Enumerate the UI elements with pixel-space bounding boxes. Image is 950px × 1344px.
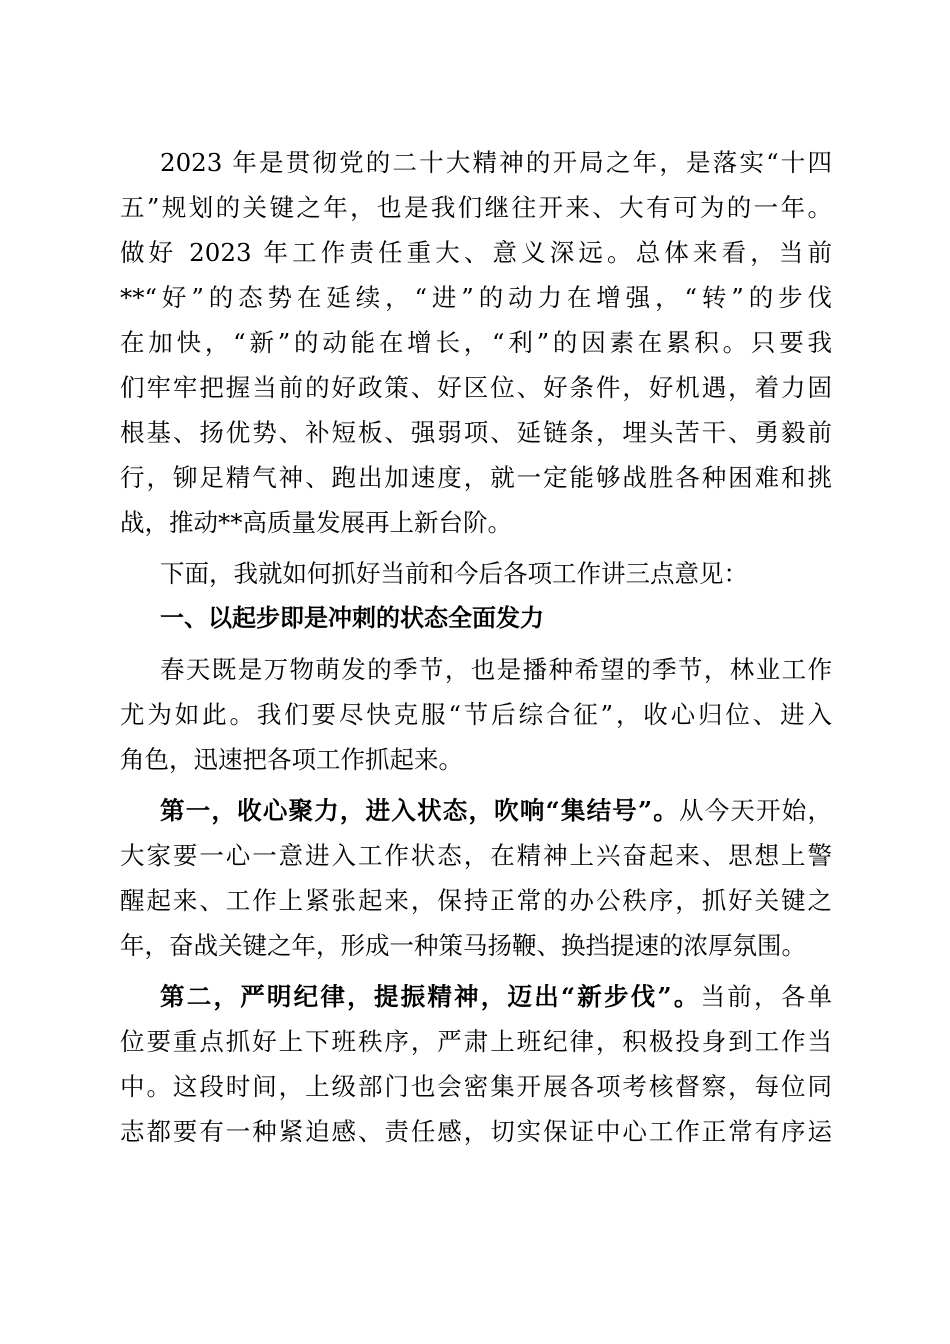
text-line: 醒起来、工作上紧张起来，保持正常的办公秩序，抓好关键之: [120, 886, 832, 915]
text-line: 下面，我就如何抓好当前和今后各项工作讲三点意见：: [160, 559, 748, 588]
text-fragment: 从今天开始，: [678, 796, 832, 825]
text-line: 春天既是万物萌发的季节，也是播种希望的季节，林业工作: [160, 655, 832, 684]
text-line: [120, 974, 832, 1019]
text-line: 们牢牢把握当前的好政策、好区位、好条件，好机遇，着力固: [120, 373, 832, 402]
paragraph-intro: [120, 140, 832, 545]
paragraph-spring: [120, 647, 832, 782]
section-heading: [120, 596, 832, 641]
point-lead: 第二，严明纪律，提振精神，迈出“新步伐”。: [160, 982, 701, 1011]
text-fragment: 当前，各单: [700, 982, 832, 1011]
text-line: 根基、扬优势、补短板、强弱项、延链条，埋头苦干、勇毅前: [120, 418, 832, 447]
point-lead: 第一，收心聚力，进入状态，吹响“集结号”。: [160, 796, 679, 825]
text-line: 尤为如此。我们要尽快克服“节后综合征”，收心归位、进入: [120, 700, 832, 729]
document-body: [120, 140, 832, 1154]
paragraph-point-one: [120, 788, 832, 968]
text-line: **“好”的态势在延续，“进”的动力在增强，“转”的步伐: [120, 283, 832, 312]
text-line: 战，推动**高质量发展再上新台阶。: [120, 508, 512, 537]
text-line: 在加快，“新”的动能在增长，“利”的因素在累积。只要我: [120, 328, 832, 357]
paragraph-transition: [120, 551, 832, 596]
text-line: 五”规划的关键之年，也是我们继往开来、大有可为的一年。: [120, 193, 832, 222]
text-line: [120, 788, 832, 833]
paragraph-point-two: [120, 974, 832, 1154]
text-line: 大家要一心一意进入工作状态，在精神上兴奋起来、思想上警: [120, 841, 832, 870]
text-line: 行，铆足精气神、跑出加速度，就一定能够战胜各种困难和挑: [120, 463, 832, 492]
text-line: 角色，迅速把各项工作抓起来。: [120, 745, 463, 774]
text-line: 做好 2023 年工作责任重大、意义深远。总体来看，当前: [120, 238, 832, 267]
text-line: 年，奋战关键之年，形成一种策马扬鞭、换挡提速的浓厚氛围。: [120, 931, 806, 960]
text-line: 位要重点抓好上下班秩序，严肃上班纪律，积极投身到工作当: [120, 1027, 832, 1056]
text-line: 中。这段时间，上级部门也会密集开展各项考核督察，每位同: [120, 1072, 832, 1101]
text-line: 2023 年是贯彻党的二十大精神的开局之年，是落实“十四: [160, 148, 832, 177]
heading-text: 一、以起步即是冲刺的状态全面发力: [160, 604, 544, 632]
text-line: 志都要有一种紧迫感、责任感，切实保证中心工作正常有序运: [120, 1117, 832, 1146]
